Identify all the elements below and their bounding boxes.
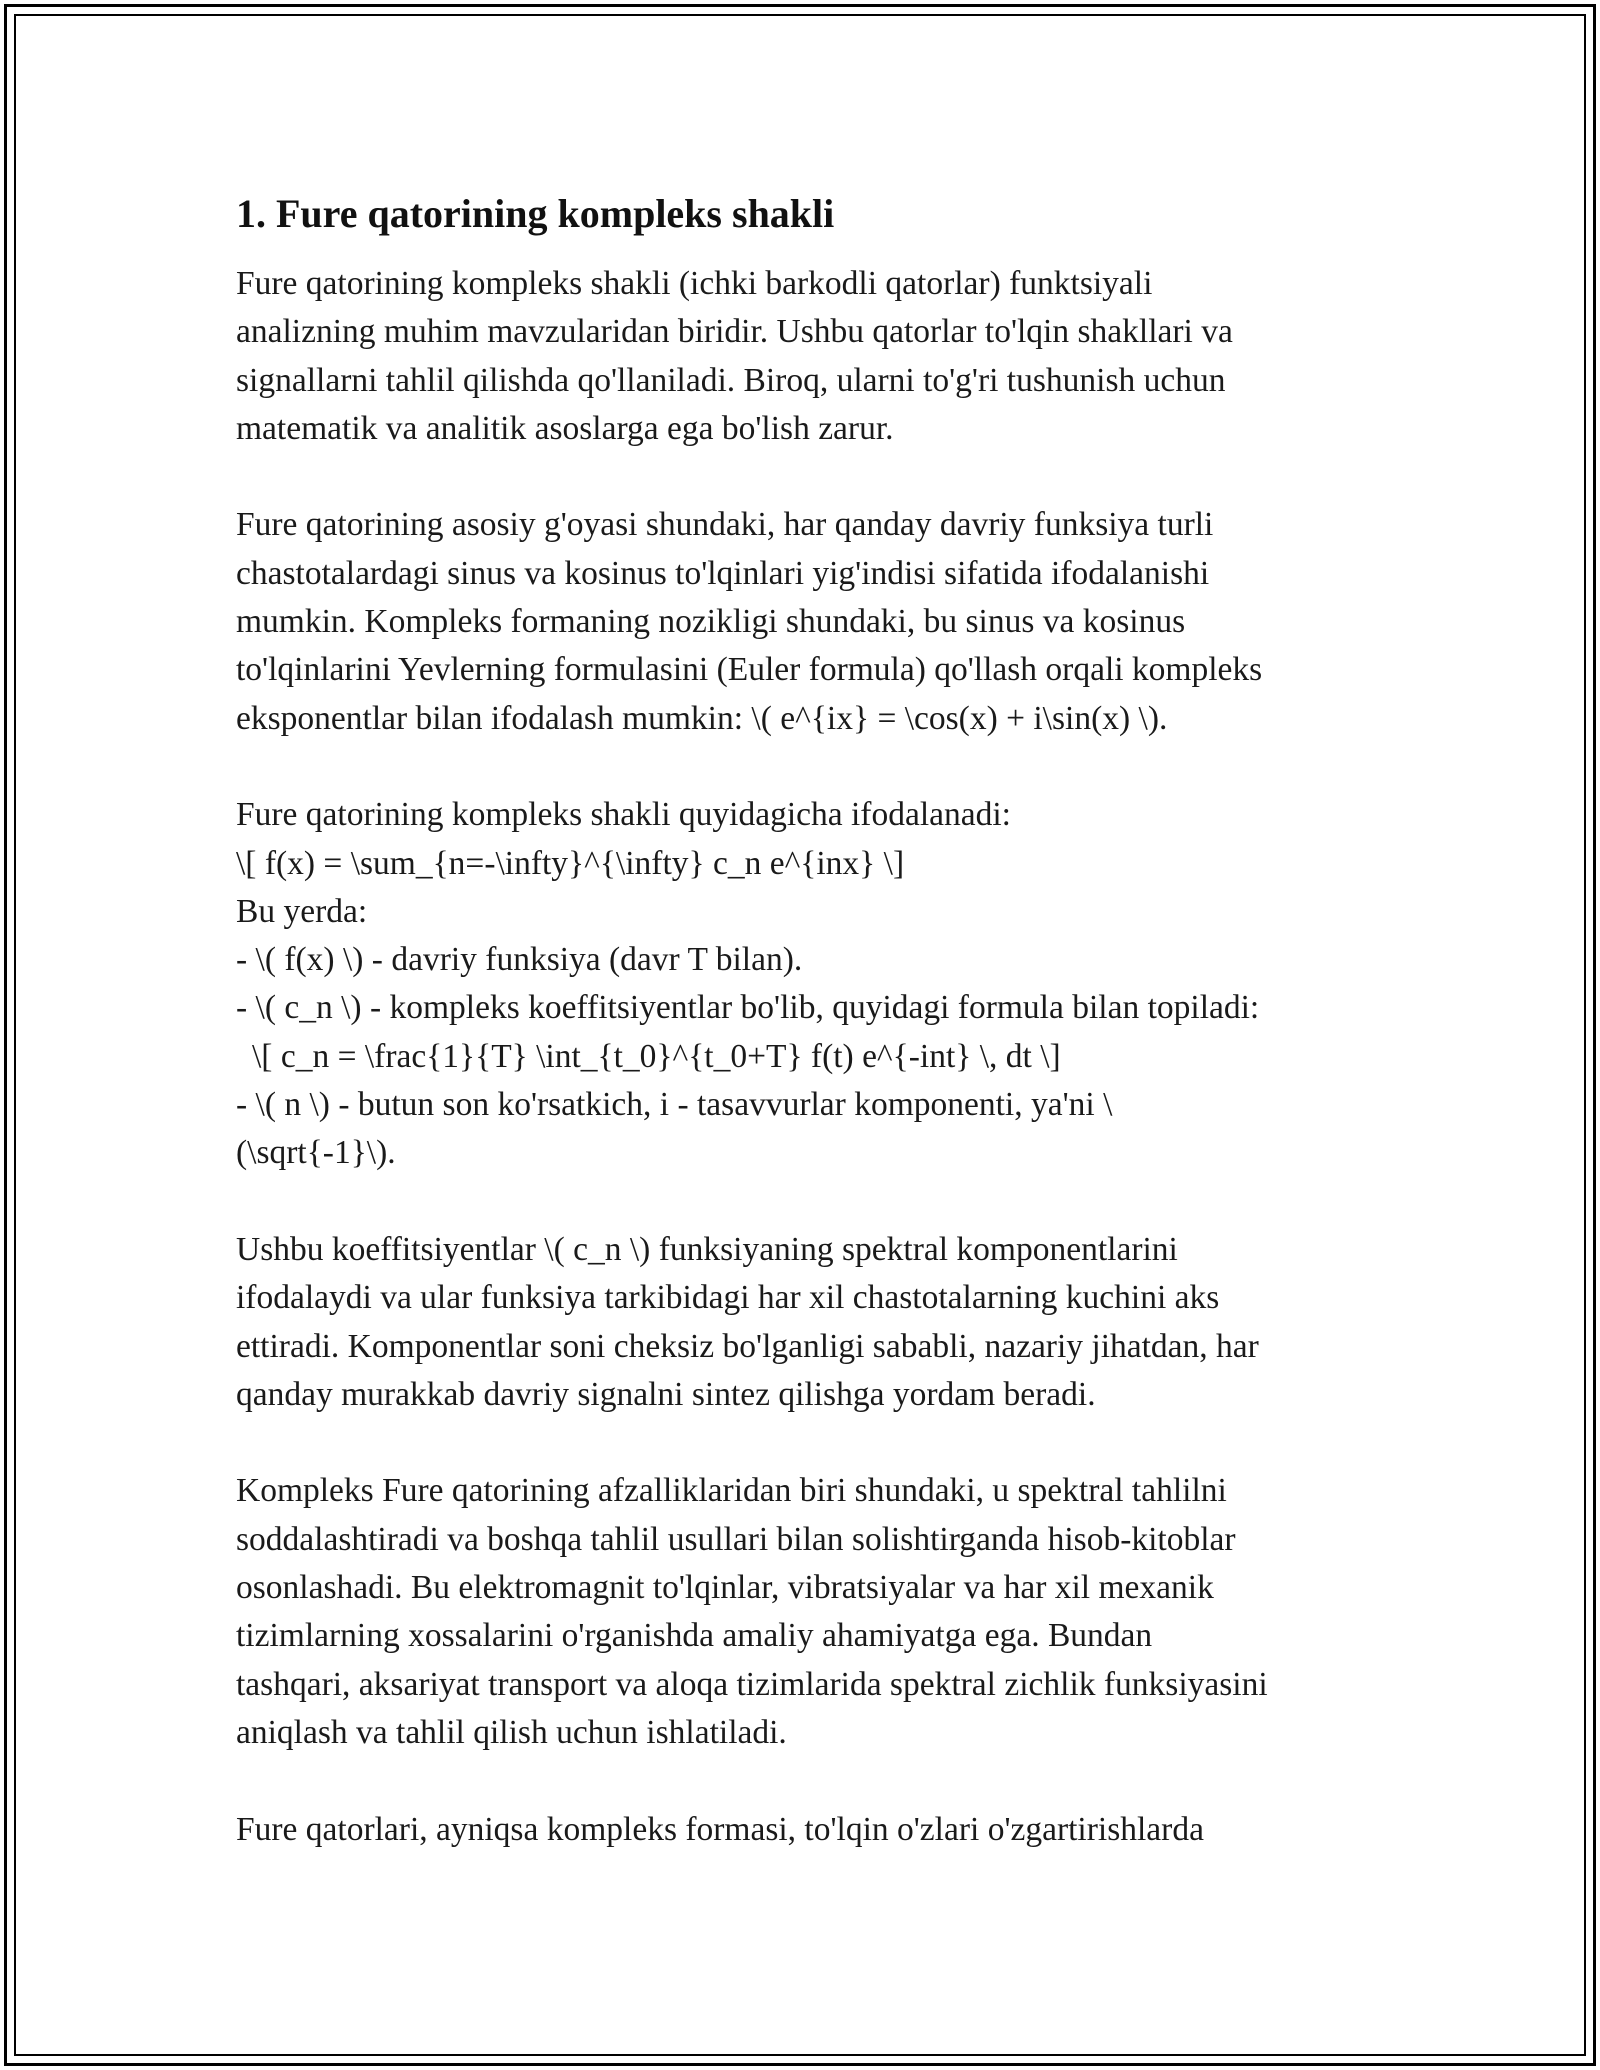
text-line: soddalashtiradi va boshqa tahlil usullari bilan solishtirganda hisob-kitoblar bbox=[236, 1520, 1236, 1558]
text-line: ifodalaydi va ular funksiya tarkibidagi har xil chastotalarning kuchini aks bbox=[236, 1279, 1220, 1317]
text-line: Fure qatorining kompleks shakli quyidagicha ifodalanadi: bbox=[236, 796, 1011, 834]
formula-line: \[ c_n = \frac{1}{T} \int_{t_0}^{t_0+T} f(t) e^{-int} \, dt \] bbox=[252, 1037, 1061, 1075]
list-item: - \( c_n \) - kompleks koeffitsiyentlar bo'lib, quyidagi formula bilan topiladi: bbox=[236, 989, 1260, 1027]
text-line: Bu yerda: bbox=[236, 892, 368, 930]
formula-line: \[ f(x) = \sum_{n=-\infty}^{\infty} c_n e^{inx} \] bbox=[236, 844, 905, 882]
text-line: to'lqinlarini Yevlerning formulasini (Euler formula) qo'llash orqali kompleks bbox=[236, 651, 1263, 689]
text-line: (\sqrt{-1}\). bbox=[236, 1134, 396, 1172]
paragraph-main-idea bbox=[236, 501, 1376, 742]
text-line: Ushbu koeffitsiyentlar \( c_n \) funksiyaning spektral komponentlarini bbox=[236, 1230, 1178, 1268]
document-body bbox=[236, 188, 1376, 1902]
text-line: Kompleks Fure qatorining afzalliklaridan biri shundaki, u spektral tahlilni bbox=[236, 1472, 1227, 1510]
text-line: aniqlash va tahlil qilish uchun ishlatiladi. bbox=[236, 1713, 787, 1751]
paragraph-coefficients bbox=[236, 1226, 1376, 1419]
text-line: chastotalardagi sinus va kosinus to'lqinlari yig'indisi sifatida ifodalanishi bbox=[236, 554, 1210, 592]
paragraph-advantages bbox=[236, 1467, 1376, 1757]
text-line: tashqari, aksariyat transport va aloqa tizimlarida spektral zichlik funksiyasini bbox=[236, 1665, 1268, 1703]
text-line: eksponentlar bilan ifodalash mumkin: \( e^{ix} = \cos(x) + i\sin(x) \). bbox=[236, 699, 1168, 737]
text-line: Fure qatorining kompleks shakli (ichki barkodli qatorlar) funktsiyali bbox=[236, 265, 1153, 302]
paragraph-intro bbox=[236, 260, 1376, 453]
list-item: - \( n \) - butun son ko'rsatkich, i - tasavvurlar komponenti, ya'ni \ bbox=[236, 1086, 1113, 1124]
text-line: Fure qatorining asosiy g'oyasi shundaki, har qanday davriy funksiya turli bbox=[236, 506, 1214, 544]
text-line: ettiradi. Komponentlar soni cheksiz bo'lganligi sababli, nazariy jihatdan, har bbox=[236, 1327, 1259, 1365]
section-heading: 1. Fure qatorining kompleks shakli bbox=[236, 191, 835, 236]
text-line: analizning muhim mavzularidan biridir. Ushbu qatorlar to'lqin shakllari va bbox=[236, 313, 1233, 351]
text-line: tizimlarning xossalarini o'rganishda amaliy ahamiyatga ega. Bundan bbox=[236, 1617, 1153, 1655]
list-item: - \( f(x) \) - davriy funksiya (davr T bilan). bbox=[236, 941, 803, 979]
text-line: signallarni tahlil qilishda qo'llaniladi. Biroq, ularni to'g'ri tushunish uchun bbox=[236, 361, 1226, 399]
text-line: osonlashadi. Bu elektromagnit to'lqinlar, vibratsiyalar va har xil mexanik bbox=[236, 1569, 1214, 1607]
text-line: matematik va analitik asoslarga ega bo'lish zarur. bbox=[236, 409, 894, 447]
text-line: Fure qatorlari, ayniqsa kompleks formasi, to'lqin o'zlari o'zgartirishlarda bbox=[236, 1810, 1204, 1848]
text-line: mumkin. Kompleks formaning nozikligi shundaki, bu sinus va kosinus bbox=[236, 603, 1186, 641]
text-line: qanday murakkab davriy signalni sintez qilishga yordam beradi. bbox=[236, 1375, 1096, 1413]
paragraph-continuation bbox=[236, 1806, 1376, 1854]
paragraph-formula bbox=[236, 791, 1376, 1177]
